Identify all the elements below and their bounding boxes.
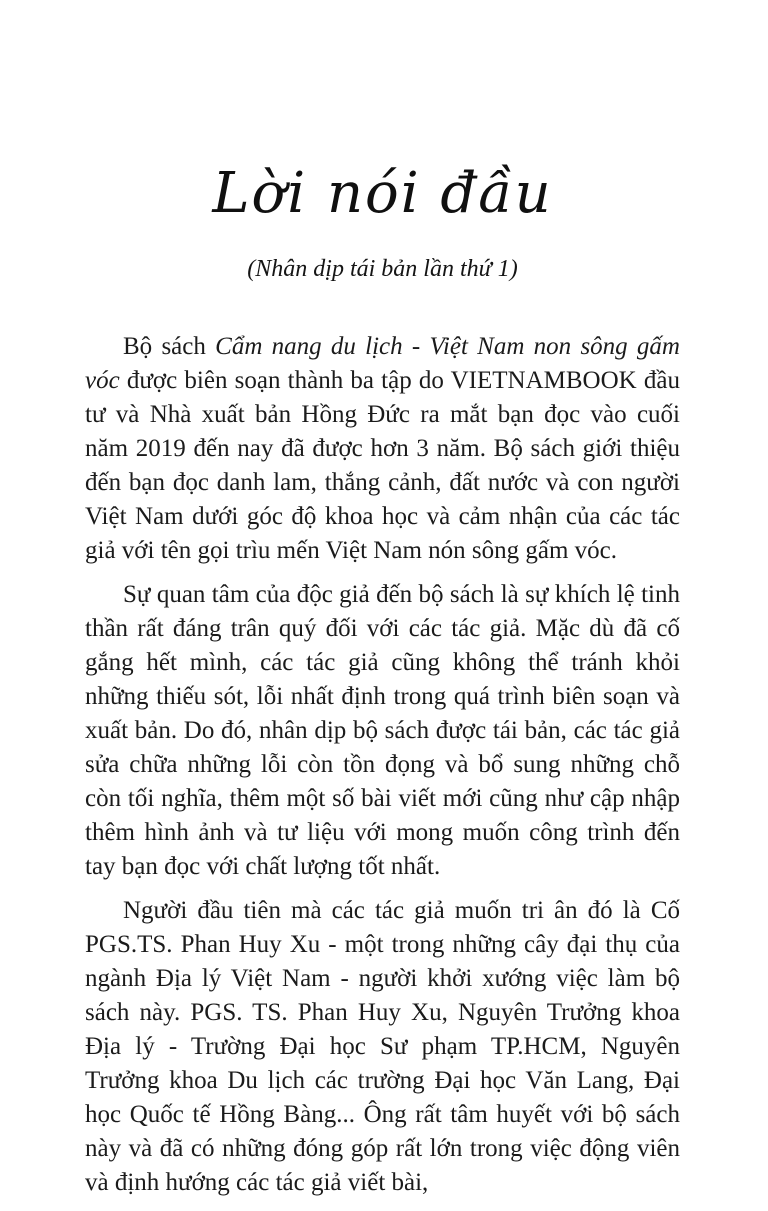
paragraph-1-segment-1: Bộ sách (123, 333, 216, 360)
paragraph-1-segment-2: Cẩm nang du lịch - Việt Nam non sông gấm vóc (85, 333, 680, 394)
paragraph-1 (85, 330, 680, 568)
paragraph-1-segment-3: được biên soạn thành ba tập do VIETNAMBOOK đầu tư và Nhà xuất bản Hồng Đức ra mắt bạn đọc vào cuối năm 2019 đến nay đã được hơn 3 năm. Bộ sách giới thiệu đến bạn đọc danh lam, thắng cảnh, đất nước và con người Việt Nam dưới góc độ khoa học và cảm nhận của các tác giả với tên gọi trìu mến Việt Nam nón sông gấm vóc. (85, 367, 680, 564)
paragraph-3-segment-1: Người đầu tiên mà các tác giả muốn tri ân đó là Cố PGS.TS. Phan Huy Xu - một trong những cây đại thụ của ngành Địa lý Việt Nam - người khởi xướng việc làm bộ sách này. PGS. TS. Phan Huy Xu, Nguyên Trưởng khoa Địa lý - Trường Đại học Sư phạm TP.HCM, Nguyên Trưởng khoa Du lịch các trường Đại học Văn Lang, Đại học Quốc tế Hồng Bàng... Ông rất tâm huyết với bộ sách này và đã có những đóng góp rất lớn trong việc động viên và định hướng các tác giả viết bài, (85, 897, 680, 1196)
page-title: Lời nói đầu (212, 161, 553, 226)
paragraph-2-segment-1: Sự quan tâm của độc giả đến bộ sách là sự khích lệ tinh thần rất đáng trân quý đối với các tác giả. Mặc dù đã cố gắng hết mình, các tác giả cũng không thể tránh khỏi những thiếu sót, lỗi nhất định trong quá trình biên soạn và xuất bản. Do đó, nhân dịp bộ sách được tái bản, các tác giả sửa chữa những lỗi còn tồn đọng và bổ sung những chỗ còn tối nghĩa, thêm một số bài viết mới cũng như cập nhập thêm hình ảnh và tư liệu với mong muốn công trình đến tay bạn đọc với chất lượng tốt nhất. (85, 581, 680, 880)
page-subtitle: (Nhân dịp tái bản lần thứ 1) (247, 256, 518, 282)
body-paragraphs (85, 330, 680, 1200)
paragraph-2 (85, 578, 680, 884)
paragraph-3 (85, 894, 680, 1200)
